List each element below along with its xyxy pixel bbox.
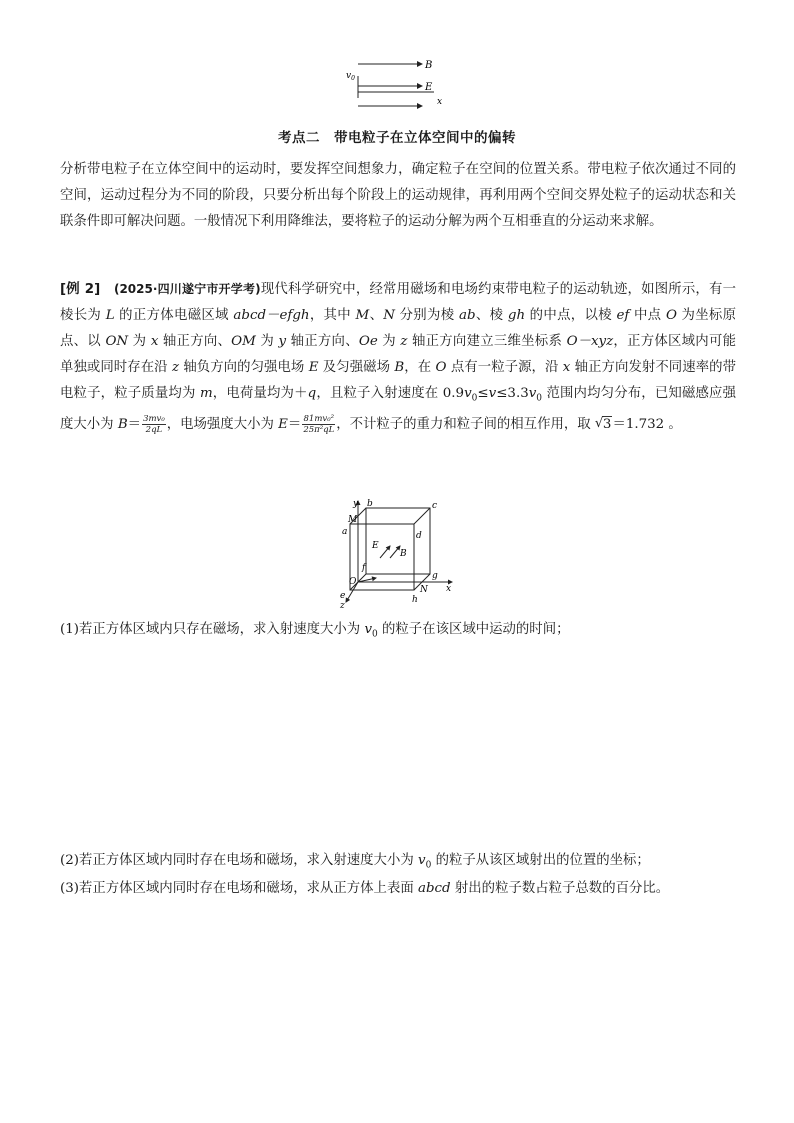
question-2: (2)若正方体区域内同时存在电场和磁场，求入射速度大小为 $v_0$ 的粒子从该区域射出的位置的坐标； <box>60 853 650 871</box>
intro-paragraph: 分析带电粒子在立体空间中的运动时，要发挥空间想象力，确定粒子在空间的位置关系。带电粒子依次通过不同的空间，运动过程分为不同的阶段，只要分析出每个阶段上的运动规律，再利用两个空间交界处粒子的运动状态和关联条件即可解决问题。一般情况下利用降维法，要将粒子的运动分解为两个互相垂直的分运动来求解。 <box>60 162 736 229</box>
svg-text:O: O <box>349 577 357 587</box>
svg-text:b: b <box>367 499 373 509</box>
svg-text:e: e <box>340 591 346 601</box>
svg-text:N: N <box>420 585 428 595</box>
e-label: E <box>425 82 433 93</box>
x-label: x <box>437 97 443 107</box>
sqrt-three: √ 3 <box>594 415 612 432</box>
svg-text:B: B <box>400 549 407 559</box>
example-label: [例 2] <box>60 282 101 297</box>
question-3: (3)若正方体区域内同时存在电场和磁场，求从正方体上表面 abcd 射出的粒子数占粒子总数的百分比。 <box>60 881 670 896</box>
svg-text:d: d <box>416 531 422 541</box>
svg-text:M: M <box>348 515 358 525</box>
fraction-e: $\frac{\text{81mv₀²}}{\text{25π²qL}}$ <box>303 413 335 435</box>
b-label: B <box>425 60 433 71</box>
svg-text:y: y <box>353 499 359 509</box>
section-title: 考点二 带电粒子在立体空间中的偏转 <box>278 130 516 146</box>
svg-text:c: c <box>432 501 438 511</box>
fraction-b: $\frac{\text{3mv₀}}{2qL}$ <box>143 413 165 435</box>
svg-text:a: a <box>342 527 348 537</box>
b-arrow <box>390 546 400 558</box>
example-paragraph: [例 2] (2025·四川遂宁市开学考)现代科学研究中，经常用磁场和电场约束带电粒子的运动轨迹，如图所示，有一棱长为 L 的正方体电磁区域 abcd－efgh，其中 M、N 分别为棱 ab、棱 gh 的中点，以棱 ef 中点 O 为坐标原点、以 ON 为 x 轴正方向、OM 为 y 轴正方向、Oe 为 z 轴正方向建立三维坐标系 O－xyz，正方体区域内可能单独或同时存在沿 z 轴负方向的匀强电场 E 及匀强磁场 B，在 O 点有一粒子源，沿 x 轴正方向发射不同速率的带电粒子，粒子质量均为 m，电荷量均为＋q，且粒子入射速度在 $0.9v_0\le v\le 3.3v_0$ 范围内均匀分布，已知磁感应强度大小为 B＝ $\frac{\text{3mv₀}}{2qL}$ ，电场强度大小为 E＝ $\frac{\text{81mv₀²}}{\text{25π²qL}}$ ，不计粒子的重力和粒子间的相互作用，取 √ 3＝1.732 。 <box>60 276 736 438</box>
question-1: (1)若正方体区域内只存在磁场，求入射速度大小为 $v_0$ 的粒子在该区域中运动的时间； <box>60 622 570 640</box>
svg-text:g: g <box>432 571 438 581</box>
v0-label: $v_0$ <box>346 71 355 82</box>
svg-text:h: h <box>412 595 418 605</box>
svg-text:z: z <box>340 601 345 610</box>
cube-figure <box>336 498 460 610</box>
svg-text:E: E <box>372 541 379 551</box>
svg-text:x: x <box>446 584 452 594</box>
example-source: (2025·四川遂宁市开学考) <box>113 282 261 296</box>
svg-text:f: f <box>362 563 366 573</box>
e-arrow <box>380 546 390 558</box>
field-direction-figure <box>340 56 460 112</box>
